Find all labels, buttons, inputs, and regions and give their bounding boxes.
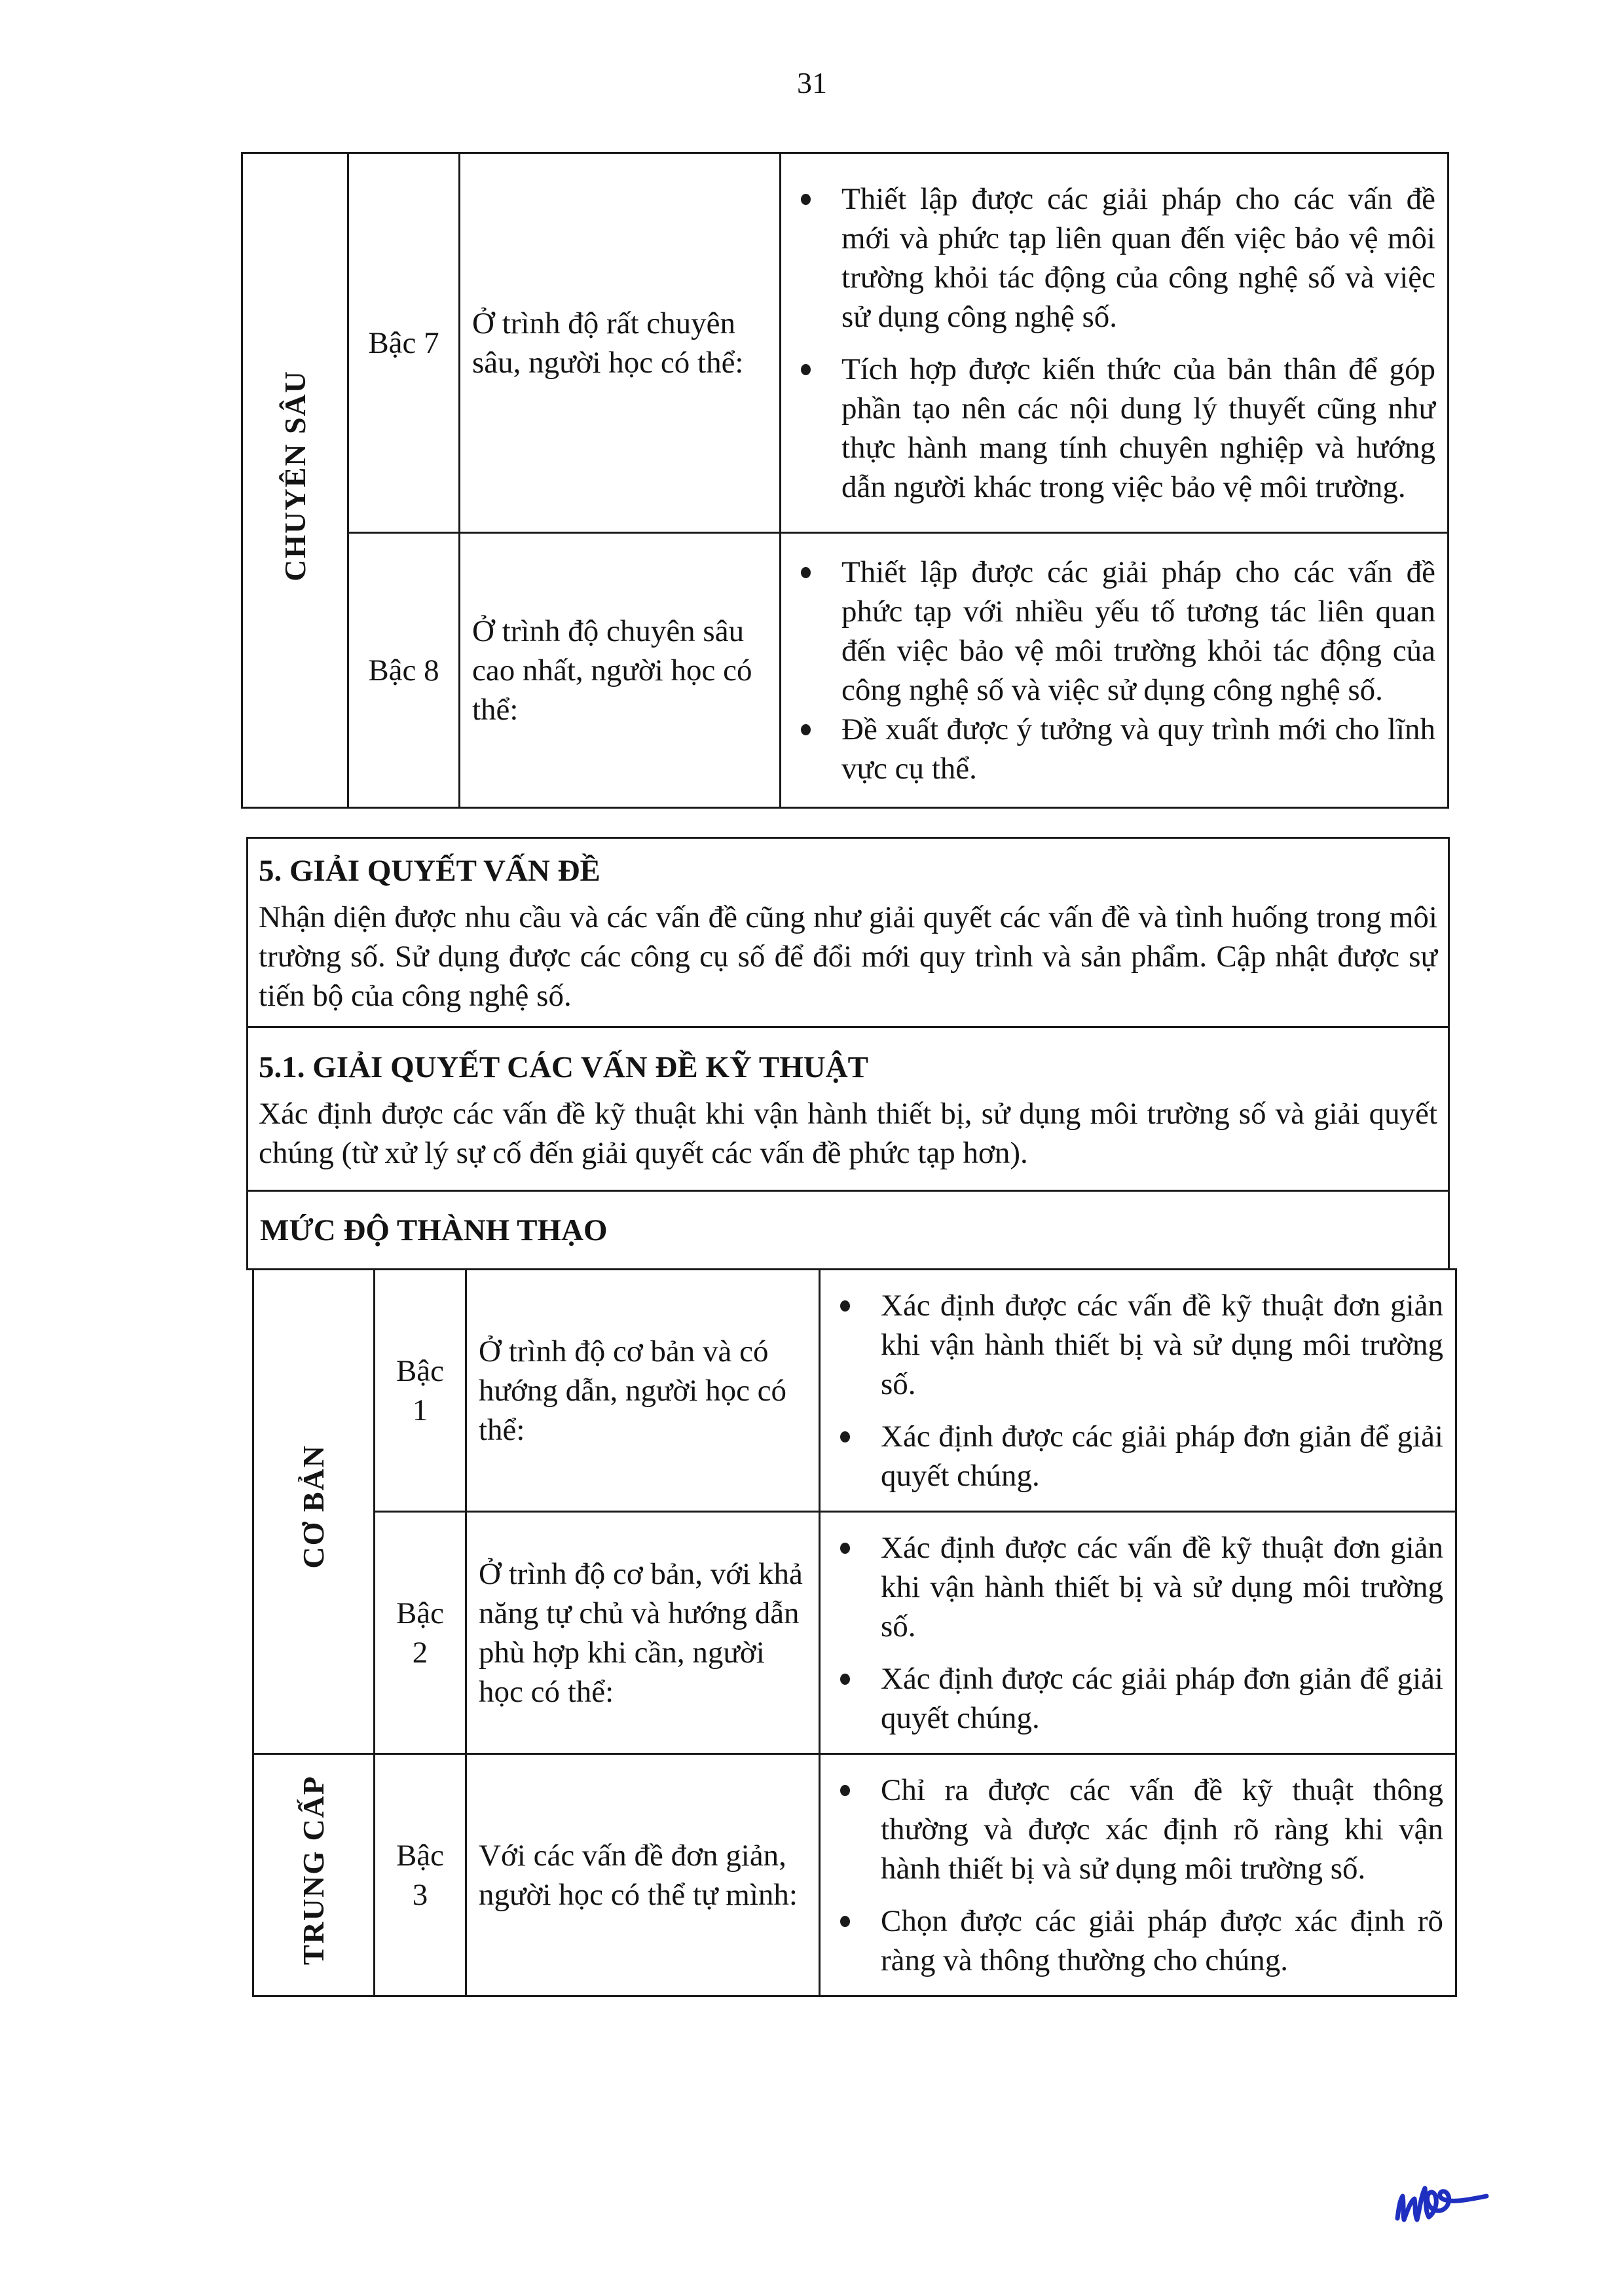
section-5-1-row	[248, 1027, 1449, 1191]
table-row-level-2	[253, 1512, 1456, 1754]
outcome-item	[790, 350, 1435, 507]
outcome-list	[830, 1771, 1443, 1980]
outcome-text: Xác định được các vấn đề kỹ thuật đơn giản khi vận hành thiết bị và sử dụng môi trường số.	[881, 1288, 1443, 1401]
level-description: Ở trình độ chuyên sâu cao nhất, người học có thể:	[472, 614, 752, 727]
level-label: Bậc 7	[368, 325, 439, 360]
outcome-item	[830, 1286, 1443, 1404]
description-cell	[460, 533, 781, 808]
outcome-list	[790, 553, 1435, 788]
outcome-text: Tích hợp được kiến thức của bản thân để góp phần tạo nên các nội dung lý thuyết cũng như thực hành mang tính chuyên nghiệp và hướng dẫn người khác trong việc bảo vệ môi trường.	[841, 352, 1435, 504]
bullet-icon	[840, 1785, 850, 1796]
bullet-icon	[840, 1674, 850, 1685]
outcome-text: Xác định được các giải pháp đơn giản để giải quyết chúng.	[881, 1419, 1443, 1493]
level-label: Bậc 1	[396, 1353, 445, 1427]
bullet-icon	[840, 1431, 850, 1442]
outcomes-cell	[781, 533, 1449, 808]
bullet-icon	[840, 1300, 850, 1312]
outcome-list	[830, 1528, 1443, 1738]
level-label: Bậc 8	[368, 653, 439, 688]
level-cell	[348, 533, 460, 808]
outcome-item	[830, 1901, 1443, 1980]
outcome-text: Chọn được các giải pháp được xác định rõ ràng và thông thường cho chúng.	[881, 1903, 1443, 1977]
group-cell-basic	[253, 1270, 375, 1754]
section-5-title: 5. GIẢI QUYẾT VẤN ĐỀ	[259, 854, 600, 888]
handwritten-signature-icon	[1388, 2167, 1493, 2226]
level-cell	[348, 153, 460, 533]
level-label: Bậc 2	[396, 1596, 445, 1670]
outcome-text: Thiết lập được các giải pháp cho các vấn đề mới và phức tạp liên quan đến việc bảo vệ môi trường khỏi tác động của công nghệ số và việc sử dụng công nghệ số.	[841, 181, 1435, 334]
group-label: CHUYÊN SÂU	[278, 369, 312, 581]
level-label: Bậc 3	[396, 1838, 445, 1912]
group-cell-intermediate	[253, 1754, 375, 1996]
outcome-item	[790, 553, 1435, 710]
level-description: Ở trình độ cơ bản, với khả năng tự chủ và hướng dẫn phù hợp khi cần, người học có thể:	[479, 1556, 803, 1709]
outcomes-cell	[820, 1754, 1456, 1996]
bullet-icon	[840, 1916, 850, 1927]
outcome-list	[830, 1286, 1443, 1496]
level-description: Ở trình độ rất chuyên sâu, người học có thể:	[472, 306, 744, 380]
bullet-icon	[801, 364, 811, 375]
outcomes-cell	[781, 153, 1449, 533]
section-5-1-body: Xác định được các vấn đề kỹ thuật khi vận hành thiết bị, sử dụng môi trường số và giải quyết chúng (từ xử lý sự cố đến giải quyết các vấn đề phức tạp hơn).	[259, 1096, 1437, 1170]
bullet-icon	[840, 1543, 850, 1554]
description-cell	[460, 153, 781, 533]
outcome-text: Chỉ ra được các vấn đề kỹ thuật thông thường và được xác định rõ ràng khi vận hành thiết bị và sử dụng môi trường số.	[881, 1772, 1443, 1886]
outcomes-cell	[820, 1270, 1456, 1512]
description-cell	[466, 1270, 820, 1512]
bullet-icon	[801, 567, 811, 578]
section-5-cell	[248, 838, 1449, 1027]
competency-table-basic-intermediate	[252, 1268, 1457, 1997]
outcome-item	[790, 710, 1435, 788]
table-row-level-1	[253, 1270, 1456, 1512]
outcome-item	[830, 1659, 1443, 1738]
outcome-text: Xác định được các vấn đề kỹ thuật đơn giản khi vận hành thiết bị và sử dụng môi trường số.	[881, 1530, 1443, 1643]
section-5-1-cell	[248, 1027, 1449, 1191]
outcome-list	[790, 179, 1435, 507]
description-cell	[466, 1754, 820, 1996]
outcome-item	[830, 1771, 1443, 1888]
outcome-item	[830, 1417, 1443, 1496]
level-description: Ở trình độ cơ bản và có hướng dẫn, người học có thể:	[479, 1334, 787, 1447]
group-label: CƠ BẢN	[297, 1444, 330, 1569]
description-cell	[466, 1512, 820, 1754]
level-description: Với các vấn đề đơn giản, người học có thể tự mình:	[479, 1838, 798, 1912]
bullet-icon	[801, 194, 811, 205]
section-5-row	[248, 838, 1449, 1027]
outcome-item	[830, 1528, 1443, 1646]
level-cell	[375, 1512, 466, 1754]
outcome-text: Thiết lập được các giải pháp cho các vấn đề phức tạp với nhiều yếu tố tương tác liên quan đến việc bảo vệ môi trường khỏi tác động của công nghệ số và việc sử dụng công nghệ số.	[841, 555, 1435, 707]
group-cell-advanced	[242, 153, 348, 808]
page-number: 31	[797, 66, 827, 100]
outcome-item	[790, 179, 1435, 337]
bullet-icon	[801, 724, 811, 735]
table-row-level-7	[242, 153, 1449, 533]
outcome-text: Xác định được các giải pháp đơn giản để giải quyết chúng.	[881, 1661, 1443, 1735]
section-5-body: Nhận diện được nhu cầu và các vấn đề cũng như giải quyết các vấn đề và tình huống trong môi trường số. Sử dụng được các công cụ số để đổi mới quy trình và sản phẩm. Cập nhật được sự tiến bộ của công nghệ số.	[259, 900, 1437, 1013]
proficiency-header-row	[248, 1191, 1449, 1270]
section-description-table	[246, 837, 1450, 1270]
section-5-1-title: 5.1. GIẢI QUYẾT CÁC VẤN ĐỀ KỸ THUẬT	[259, 1050, 869, 1084]
level-cell	[375, 1754, 466, 1996]
proficiency-header: MỨC ĐỘ THÀNH THẠO	[248, 1191, 1449, 1270]
table-row-level-8	[242, 533, 1449, 808]
level-cell	[375, 1270, 466, 1512]
outcomes-cell	[820, 1512, 1456, 1754]
outcome-text: Đề xuất được ý tưởng và quy trình mới cho lĩnh vực cụ thể.	[841, 712, 1435, 786]
table-row-level-3	[253, 1754, 1456, 1996]
competency-table-advanced	[241, 152, 1449, 809]
group-label: TRUNG CẤP	[297, 1774, 330, 1966]
